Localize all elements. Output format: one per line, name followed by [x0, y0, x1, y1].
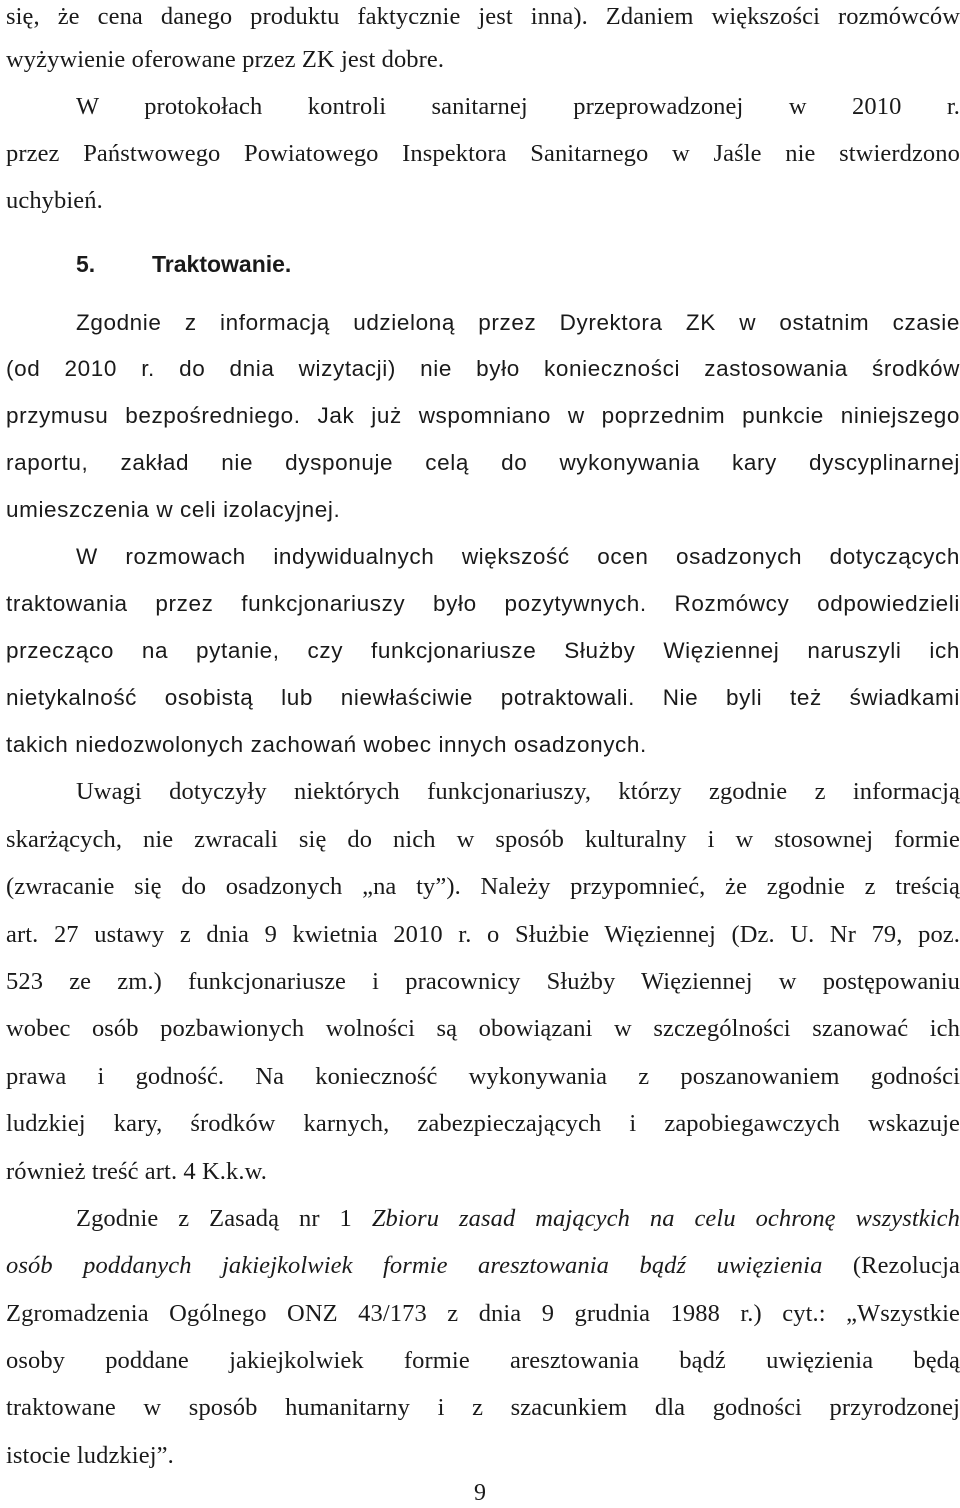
text-line: skarżących, nie zwracali się do nich w sposób kulturalny i w stosownej formie: [6, 826, 960, 853]
text-line: istocie ludzkiej”.: [6, 1442, 174, 1469]
page-number: 9: [474, 1480, 486, 1506]
text-span: Zgodnie z Zasadą nr 1: [76, 1205, 372, 1232]
text-line: takich niedozwolonych zachowań wobec innych osadzonych.: [6, 732, 647, 757]
text-line: uchybień.: [6, 187, 103, 214]
text-line: ludzkiej kary, środków karnych, zabezpieczających i zapobiegawczych wskazuje: [6, 1110, 960, 1137]
section-title: Traktowanie.: [152, 251, 292, 277]
text-line: wobec osób pozbawionych wolności są obowiązani w szczególności szanować ich: [6, 1015, 960, 1042]
text-line: traktowane w sposób humanitarny i z szacunkiem dla godności przyrodzonej: [6, 1394, 960, 1421]
text-line: przez Państwowego Powiatowego Inspektora Sanitarnego w Jaśle nie stwierdzono: [6, 140, 960, 167]
text-line: prawa i godność. Na konieczność wykonywania z poszanowaniem godności: [6, 1063, 960, 1090]
text-line: przecząco na pytanie, czy funkcjonariusze Służby Więziennej naruszyli ich: [6, 638, 960, 663]
section-number: 5.: [76, 251, 96, 277]
text-line: osoby poddane jakiejkolwiek formie aresztowania bądź uwięzienia będą: [6, 1347, 960, 1374]
text-line: Uwagi dotyczyły niektórych funkcjonariuszy, którzy zgodnie z informacją: [76, 778, 960, 805]
text-line: art. 27 ustawy z dnia 9 kwietnia 2010 r. o Służbie Więziennej (Dz. U. Nr 79, poz.: [6, 921, 960, 948]
text-line: traktowania przez funkcjonariuszy było pozytywnych. Rozmówcy odpowiedzieli: [6, 591, 960, 616]
text-span: (Rezolucja: [822, 1252, 960, 1279]
text-line: nietykalność osobistą lub niewłaściwie potraktowali. Nie byli też świadkami: [6, 685, 960, 710]
text-line: Zgodnie z informacją udzieloną przez Dyrektora ZK w ostatnim czasie: [76, 310, 960, 335]
text-line: (od 2010 r. do dnia wizytacji) nie było konieczności zastosowania środków: [6, 356, 960, 381]
text-line: wyżywienie oferowane przez ZK jest dobre.: [6, 46, 445, 73]
text-line: raportu, zakład nie dysponuje celą do wykonywania kary dyscyplinarnej: [6, 450, 960, 475]
italic-title: Zbioru zasad mających na celu ochronę wszystkich: [371, 1205, 960, 1232]
text-line: [6, 1251, 960, 1281]
text-line: również treść art. 4 K.k.w.: [6, 1158, 267, 1185]
text-line: umieszczenia w celi izolacyjnej.: [6, 497, 341, 522]
text-line: się, że cena danego produktu faktycznie jest inna). Zdaniem większości rozmówców: [6, 3, 960, 30]
text-line: przymusu bezpośredniego. Jak już wspomniano w poprzednim punkcie niniejszego: [6, 403, 960, 428]
section-heading: [76, 249, 291, 279]
text-line: W protokołach kontroli sanitarnej przeprowadzonej w 2010 r.: [76, 93, 960, 120]
italic-title: osób poddanych jakiejkolwiek formie aresztowania bądź uwięzienia: [6, 1252, 823, 1279]
text-line: (zwracanie się do osadzonych „na ty”). Należy przypomnieć, że zgodnie z treścią: [6, 873, 960, 900]
text-line: Zgromadzenia Ogólnego ONZ 43/173 z dnia 9 grudnia 1988 r.) cyt.: „Wszystkie: [6, 1300, 960, 1327]
text-line: 523 ze zm.) funkcjonariusze i pracownicy Służby Więziennej w postępowaniu: [6, 968, 960, 995]
text-line: W rozmowach indywidualnych większość ocen osadzonych dotyczących: [76, 544, 960, 569]
text-line: [76, 1204, 960, 1234]
